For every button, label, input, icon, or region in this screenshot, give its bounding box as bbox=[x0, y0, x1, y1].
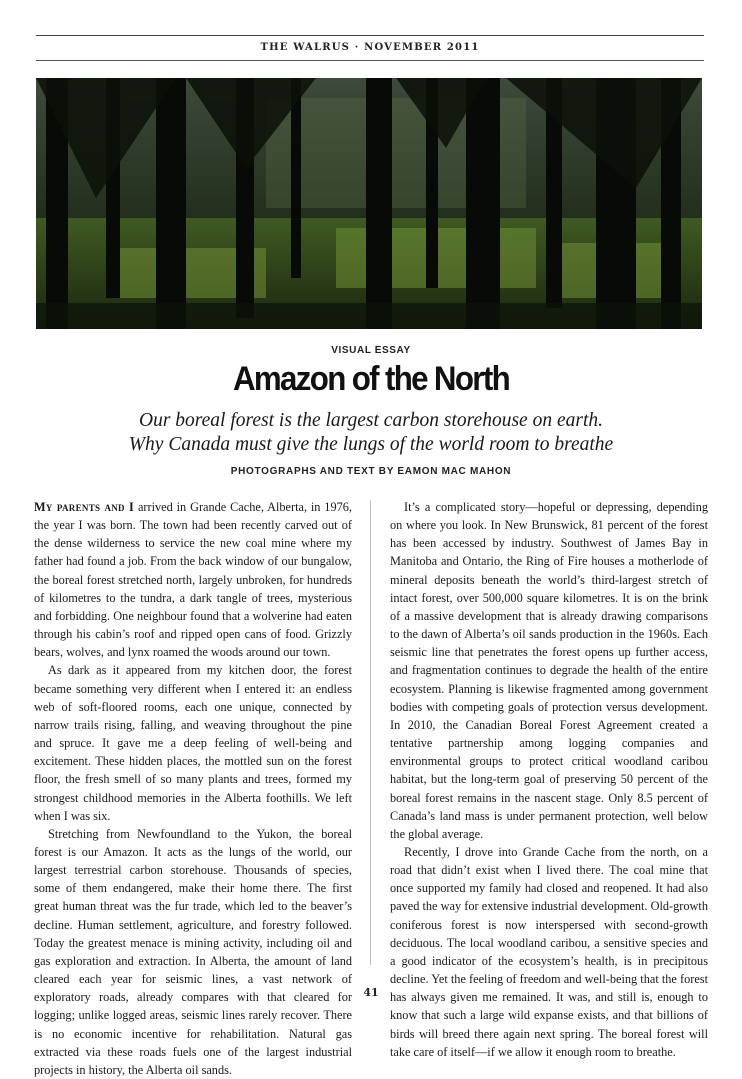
article-title: Amazon of the North bbox=[232, 360, 510, 398]
dek-line-1: Our boreal forest is the largest carbon storehouse on earth. bbox=[138, 410, 603, 431]
running-head: THE WALRUS · NOVEMBER 2011 bbox=[260, 42, 480, 53]
body-column-right bbox=[390, 498, 708, 1061]
paragraph: As dark as it appeared from my kitchen door, the forest became something very different when I entered it: an endless web of soft-floored rooms, each one unique, connected by narrow trails rising, falling, and weaving throughout the pine and spruce. It gave me a deep feeling of well-being and excitement. These hidden places, the mottled sun on the forest floor, the fresh smell of so many plants and trees, formed my strongest childhood memories in the Alberta foothills. We left when I was six. bbox=[34, 663, 352, 823]
lead-in: My parents and I bbox=[34, 500, 135, 514]
dek-line-2: Why Canada must give the lungs of the world room to breathe bbox=[128, 434, 614, 455]
top-rule bbox=[36, 35, 704, 36]
section-kicker: VISUAL ESSAY bbox=[331, 345, 411, 356]
paragraph: Recently, I drove into Grande Cache from the north, on a road that didn’t exist when I lived there. The coal mine that once supported my family had closed and reopened. It had also paved the way for extensive industrial development. Old-growth coniferous forest is now interspersed with second-growth deciduous. The local woodland caribou, a sensitive species and a good indicator of the ecosystem’s health, is in precipitous decline. Yet the feeling of freedom and well-being that the forest has always given me remained. It was, and still is, enough to know that such a large wild expanse exists, and that billions of birds will breed there again next spring. The boreal forest will take care of itself—if we allow it enough room to breathe. bbox=[390, 844, 708, 1059]
paragraph-text: arrived in Grande Cache, Alberta, in 1976, the year I was born. The town had been recently carved out of the dense wilderness to service the new coal mine where my father had found a job. From the back window of our bungalow, the boreal forest stretched north, largely unbroken, for hundreds of kilometres to the tundra, a dark tangle of trees, mysterious and forbidding. One neighbour found that a wolverine had eaten through his cabin’s roof and ripped open cans of food. Grizzly bears, wolves, and lynx roamed the woods around our town. bbox=[34, 500, 352, 660]
column-divider bbox=[370, 500, 371, 965]
header-rule bbox=[36, 60, 704, 61]
boreal-forest-photo bbox=[36, 78, 702, 329]
paragraph: It’s a complicated story—hopeful or depressing, depending on where you look. In New Brunswick, 81 percent of the forest has been accessed by industry. Southwest of James Bay in Manitoba and Ontario, the Ring of Fire houses a motherlode of mineral deposits beneath the world’s third-largest stretch of intact forest, over 500,000 square kilometres. It is on the brink of a massive development that is already drawing comparisons to the dawn of Alberta’s oil sands production in the 1960s. Each seismic line that penetrates the forest opens up further access, and fragmentation continues to degrade the health of the entire ecosystem. Planning is likewise fragmented among government bodies with competing goals of protection versus development. In 2010, the Canadian Boreal Forest Agreement created a tentative partnership among logging companies and environmental groups to protect critical woodland caribou habitat, but the long-term goal of preserving 50 percent of the boreal forest remains in the nascent stage. Only 8.5 percent of Canada’s land mass is under permanent protection, well below the global average. bbox=[390, 500, 708, 841]
paragraph: Stretching from Newfoundland to the Yukon, the boreal forest is our Amazon. It acts as the lungs of the world, our largest terrestrial carbon storehouse. Thousands of species, some of them endangered, make their home there. The first great human threat was the fur trade, which led to the beaver’s decline. Human settlement, agriculture, and forestry followed. Today the greatest menace is mining activity, including oil and gas exploration and extraction. In Alberta, the amount of land cleared each year for seismic lines, a vast network of exploratory roads, already compares with that cleared for logging; unlike logged areas, seismic lines rarely recover. There is no economic incentive for rehabilitation. Natural gas extracted via these roads fuels one of the largest industrial projects in history, the Alberta oil sands. bbox=[34, 826, 352, 1077]
page-number: 41 bbox=[363, 986, 379, 999]
byline: PHOTOGRAPHS AND TEXT BY EAMON MAC MAHON bbox=[230, 466, 512, 477]
article-dek bbox=[36, 409, 706, 457]
paragraph bbox=[34, 498, 352, 661]
